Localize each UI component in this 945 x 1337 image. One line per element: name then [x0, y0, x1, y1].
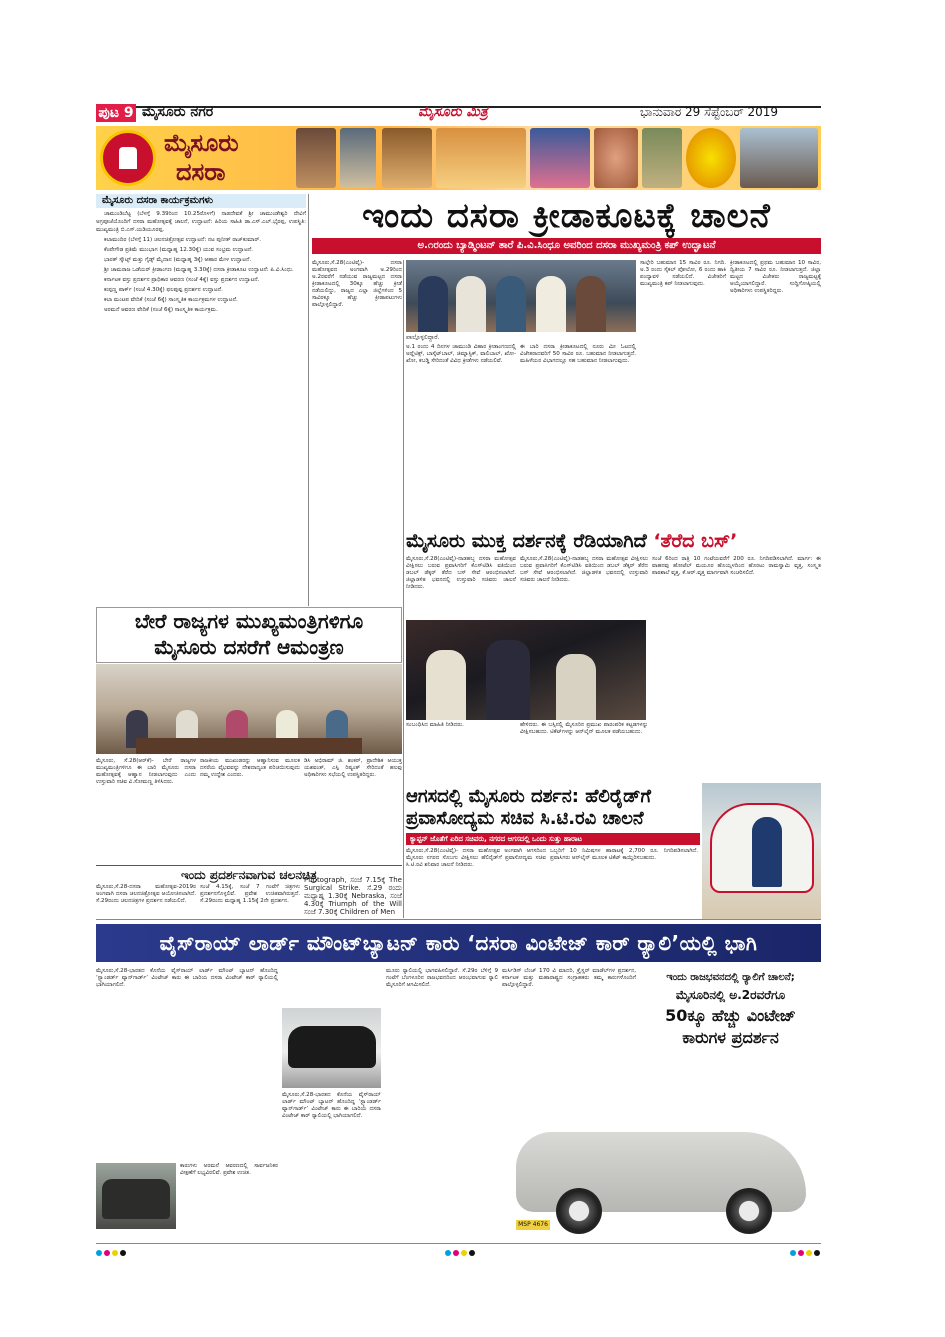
- story1-column: ಮೈಸೂರು,ಸೆ.28(ಎಂಟಿವೈ)- ದಸರಾ ಮಹೋತ್ಸವದ ಅಂಗವಾಗಿ ಅ.29ರಿಂದ ಅ.2ರವರೆಗೆ ನಡೆಯುವ ರಾಜ್ಯಮಟ್ಟದ ದಸರಾ ಕ್ರೀಡಾಕೂಟದಲ್ಲಿ 30ಕ್ಕೂ ಹೆಚ್ಚು ಕ್ರೀಡೆ ನಡೆಯಲಿದ್ದು, ರಾಜ್ಯದ ಎಲ್ಲಾ ಜಿಲ್ಲೆಗಳಿಂದ 5 ಸಾವಿರಕ್ಕೂ ಹೆಚ್ಚು ಕ್ರೀಡಾಪಟುಗಳು ಪಾಲ್ಗೊಳ್ಳಲಿದ್ದಾರೆ.: [312, 260, 402, 308]
- registration-mark: [461, 1250, 467, 1256]
- story4-column: ಮೈಸೂರು,ಸೆ.28-ದಸರಾ ಮಹೋತ್ಸವ-2019ರ ಅಂಗವಾಗಿ ದಸರಾ ಚಲನಚಿತ್ರೋತ್ಸವ ಆಯೋಜಿಸಲಾಗಿದೆ. ಸೆ.29ರಂದು ಚಲನಚಿತ್ರಗಳ ಪ್ರದರ್ಶನ ನಡೆಯಲಿದೆ.: [96, 884, 196, 904]
- meeting-photo: [96, 664, 402, 754]
- list-item: ಕೆಂಪೇಗೌಡ ಪ್ರತಿಮೆ ಮುಂಭಾಗ (ಮಧ್ಯಾಹ್ನ 12.30ಕ್ಕೆ) ಯುವ ಸಂಭ್ರಮ ಉದ್ಘಾಟನೆ.: [104, 247, 254, 253]
- meeting-table: [136, 738, 362, 754]
- palace-emblem-icon: [100, 130, 156, 186]
- story2-headline-text: ಮೈಸೂರು ಮುಕ್ತ ದರ್ಶನಕ್ಕೆ ರೆಡಿಯಾಗಿದೆ: [406, 530, 647, 552]
- jeep-photo: [96, 1163, 176, 1229]
- story3-column: ಡಿಸಿ ಅಭಿರಾಮ್ ಜಿ. ಶಂಕರ್, ಪ್ರಾದೇಶಿಕ ಆಯುಕ್ತ ಯಶವಂತ್, ಎಸ್ಪಿ ರಿಷ್ಯಂತ್ ಸೇರಿದಂತೆ ಹಲವು ಅಧಿಕಾರಿಗಳು ಸಭೆಯಲ್ಲಿ ಉಪಸ್ಥಿತರಿದ್ದರು.: [304, 758, 402, 778]
- story6-column: ಮೈಸೂರು,ಸೆ.28-ಭಾರತದ ಕೊನೆಯ ವೈಸ್‌ರಾಯ್ ಲಾರ್ಡ್ ಮೌಂಟ್ ಬ್ಯಾಟನ್ ಹೊಂದಿದ್ದ ‘ಸ್ಟ್ಯಾಂಡರ್ಡ್ ವ್ಯಾನ್‌ಗಾರ್ಡ್’ ವಿಂಟೇಜ್ ಕಾರು ಈ ಬಾರಿಯ ದಸರಾ ವಿಂಟೇಜ್ ಕಾರ್ ರ‍್ಯಾಲಿಯಲ್ಲಿ ಭಾಗಿಯಾಗಲಿದೆ.: [96, 968, 278, 988]
- story5-subhead: ಕ್ಯಾಪ್ಟನ್ ಜೊತೆಗೆ ಏರಿದ ಸಚಿವರು, ನಗರದ ಆಗಸದಲ್ಲಿ ಒಂದು ಸುತ್ತು ಹಾರಾಟ: [406, 833, 700, 845]
- person-figure: [418, 276, 448, 332]
- story2-caption: ಸಂಬಂಧಿಸಿದ ಮಾಹಿತಿ ನೀಡಿದರು.: [406, 722, 464, 728]
- helicopter-photo: [702, 783, 821, 919]
- registration-mark: [96, 1250, 102, 1256]
- registration-mark: [469, 1250, 475, 1256]
- banner-photo-dancers: [530, 128, 590, 188]
- story6-column: ಮೈಸೂರು,ಸೆ.28-ಭಾರತದ ಕೊನೆಯ ವೈಸ್‌ರಾಯ್ ಲಾರ್ಡ್ ಮೌಂಟ್ ಬ್ಯಾಟನ್ ಹೊಂದಿದ್ದ ‘ಸ್ಟ್ಯಾಂಡರ್ಡ್ ವ್ಯಾನ್‌ಗಾರ್ಡ್’ ವಿಂಟೇಜ್ ಕಾರು ಈ ಬಾರಿಯ ದಸರಾ ವಿಂಟೇಜ್ ಕಾರ್ ರ‍್ಯಾಲಿಯಲ್ಲಿ ಭಾಗಿಯಾಗಲಿದೆ.: [282, 1092, 381, 1119]
- banner-title-line2: ದಸರಾ: [176, 158, 226, 186]
- person-figure: [576, 276, 606, 332]
- banner-photo-chamundi: [296, 128, 336, 188]
- story1-photo: [406, 260, 636, 332]
- list-item: ಕಲಾಮಂದಿರ (ಬೆಳಗ್ಗೆ 11) ಚಲನಚಿತ್ರೋತ್ಸವ ಉದ್ಘಾಟನೆ: ನಟ ಪುನೀತ್ ರಾಜ್‌ಕುಮಾರ್.: [104, 237, 262, 243]
- person-figure: [496, 276, 526, 332]
- banner-photo-elephant: [740, 128, 818, 188]
- car-wheel: [556, 1188, 602, 1234]
- registration-mark: [453, 1250, 459, 1256]
- story2-headline-highlight: ‘ತೆರೆದ ಬಸ್’: [653, 530, 738, 552]
- list-item: ಕಲಾ ಮಂಟಪ ವೇದಿಕೆ (ಸಂಜೆ 6ಕ್ಕೆ) ಸಾಂಸ್ಕೃತಿಕ ಕಾರ್ಯಕ್ರಮಗಳ ಉದ್ಘಾಟನೆ.: [104, 297, 238, 303]
- story6-column: ಕಾರುಗಳು ಅರಮನೆ ಆವರಣದಲ್ಲಿ ಸಾರ್ವಜನಿಕರ ವೀಕ್ಷಣೆಗೆ ಲಭ್ಯವಿರಲಿವೆ. ಪ್ರವೇಶ ಉಚಿತ.: [180, 1163, 278, 1176]
- registration-mark: [814, 1250, 820, 1256]
- story4-headline: ಇಂದು ಪ್ರದರ್ಶನವಾಗುವ ಚಲನಚಿತ್ರ: [180, 868, 317, 882]
- person-figure: [556, 654, 596, 720]
- story6-headline: ವೈಸ್‌ರಾಯ್ ಲಾರ್ಡ್ ಮೌಂಟ್‌ಬ್ಯಾಟನ್ ಕಾರು ‘ದಸರಾ ವಿಂಟೇಜ್ ಕಾರ್ ರ‍್ಯಾಲಿ’ಯಲ್ಲಿ ಭಾಗಿ: [159, 931, 758, 955]
- story3-headline-line2: ಮೈಸೂರು ದಸರೆಗೆ ಆಮಂತ್ರಣ: [154, 635, 344, 659]
- registration-mark: [445, 1250, 451, 1256]
- footer-rule: [96, 1243, 821, 1244]
- banner-title-line1: ಮೈಸೂರು: [164, 129, 239, 157]
- registration-mark: [790, 1250, 796, 1256]
- banner-photo-culture: [642, 128, 682, 188]
- story6-column: ಮರ್ಸಿಡಿಸ್ ಬೆಂಜ್ 170 ವಿ ಮಾದರಿ, ಕ್ರೈಸ್ಲರ್ ಮಾಡೆಲ್‌ಗಳ ಪ್ರದರ್ಶನ, ಕರ್ನಾಟಕ ಮತ್ತು ಮಹಾರಾಷ್ಟ್ರದ ಸಂಗ್ರಾಹಕರು ತಮ್ಮ ಕಾರುಗಳೊಂದಿಗೆ ಪಾಲ್ಗೊಳ್ಳಲಿದ್ದಾರೆ.: [502, 968, 636, 988]
- list-item: ಅರಮನೆ ಆವರಣ ವೇದಿಕೆ (ಸಂಜೆ 6ಕ್ಕೆ) ಸಾಂಸ್ಕೃತಿಕ ಕಾರ್ಯಕ್ರಮ.: [104, 307, 218, 313]
- column-divider: [308, 194, 309, 606]
- registration-mark: [112, 1250, 118, 1256]
- story5-column: ಒಬ್ಬರಿಗೆ 10 ನಿಮಿಷಗಳ ಹಾರಾಟಕ್ಕೆ 2,700 ರೂ. ನಿಗದಿಪಡಿಸಲಾಗಿದೆ. ಪ್ರವಾಸಿಗರು ಆನ್‌ಲೈನ್ ಮೂಲಕ ಟಿಕೆಟ್ ಕಾಯ್ದಿರಿಸಬಹುದು.: [550, 848, 698, 861]
- section-name: ಮೈಸೂರು ನಗರ: [142, 104, 214, 120]
- issue-date: ಭಾನುವಾರ 29 ಸೆಪ್ಟೆಂಬರ್ 2019: [640, 105, 779, 119]
- banner-photo-palace: [436, 128, 526, 188]
- vintage-car: [288, 1026, 376, 1068]
- programmes-heading: ಮೈಸೂರು ದಸರಾ ಕಾರ್ಯಕ್ರಮಗಳು: [96, 194, 306, 208]
- story5-headline-line2: ಪ್ರವಾಸೋದ್ಯಮ ಸಚಿವ ಸಿ.ಟಿ.ರವಿ ಚಾಲನೆ: [406, 808, 644, 829]
- banner-photo-goddess: [686, 128, 736, 188]
- section-divider: [96, 919, 821, 920]
- vintage-jeep: [102, 1179, 170, 1219]
- dasara-banner: [96, 126, 821, 190]
- person-figure: [456, 276, 486, 332]
- banner-photo-temple: [340, 128, 376, 188]
- page-number-badge: ಪುಟ 9: [96, 104, 136, 122]
- list-item: ಕರ್ನಾಟಕ ವಸ್ತು ಪ್ರದರ್ಶನ ಪ್ರಾಧಿಕಾರ ಆವರಣ (ಸಂಜೆ 4ಕ್ಕೆ) ವಸ್ತು ಪ್ರದರ್ಶನ ಉದ್ಘಾಟನೆ.: [104, 277, 260, 283]
- programmes-list: [96, 210, 306, 608]
- story1-column: ಈ ಬಾರಿ ದಸರಾ ಕ್ರೀಡಾಕೂಟದಲ್ಲಿ ನೂರು ಮೀ ಓಟದಲ್ಲಿ ವಿಜೇತರಾದವರಿಗೆ 50 ಸಾವಿರ ರೂ. ಬಹುಮಾನ ನೀಡಲಾಗುತ್ತದೆ. ಮಹಿಳೆಯರ ವಿಭಾಗದಲ್ಲೂ ಸಹ ಬಹುಮಾನ ನೀಡಲಾಗುವುದು.: [520, 344, 636, 364]
- story1-column: ಅ.1 ರಂದು 4 ದಿನಗಳ ಚಾಮುಂಡಿ ವಿಹಾರ ಕ್ರೀಡಾಂಗಣದಲ್ಲಿ ಅಥ್ಲೆಟಿಕ್ಸ್, ಬಾಸ್ಕೆಟ್‌ಬಾಲ್, ಜಿಮ್ನಾಸ್ಟಿಕ್, ವಾಲಿಬಾಲ್, ಖೋ-ಖೋ, ಕಬಡ್ಡಿ ಸೇರಿದಂತೆ ವಿವಿಧ ಕ್ರೀಡೆಗಳು ನಡೆಯಲಿವೆ.: [406, 344, 516, 364]
- registration-mark: [798, 1250, 804, 1256]
- story6-subhead-3: 50ಕ್ಕೂ ಹೆಚ್ಚು ವಿಂಟೇಜ್: [665, 1006, 796, 1025]
- registration-mark: [104, 1250, 110, 1256]
- story3-column: ಮೈಸೂರು, ಸೆ.28(ಆರ್‌ಕೆ)- ಬೇರೆ ರಾಜ್ಯಗಳ ಮುಖ್ಯಮಂತ್ರಿಗಳಿಗೂ ಈ ಬಾರಿ ಮೈಸೂರು ದಸರಾ ಮಹೋತ್ಸವಕ್ಕೆ ಆಹ್ವಾನ ನೀಡಲಾಗುವುದು ಎಂದು ಉಸ್ತುವಾರಿ ಸಚಿವ ವಿ.ಸೋಮಣ್ಣ ತಿಳಿಸಿದರು.: [96, 758, 196, 785]
- list-item: ಕುಪ್ಪಣ್ಣ ಪಾರ್ಕ್ (ಸಂಜೆ 4.30ಕ್ಕೆ) ಫಲಪುಷ್ಪ ಪ್ರದರ್ಶನ ಉದ್ಘಾಟನೆ.: [104, 287, 223, 293]
- open-bus-photo: [406, 620, 646, 720]
- story2-column: ಹೇಳಿದರು. ಈ ಬಸ್ಸಿನಲ್ಲಿ ಮೈಸೂರಿನ ಪ್ರಮುಖ ಪಾರಂಪರಿಕ ಕಟ್ಟಡಗಳನ್ನು ವೀಕ್ಷಿಸಬಹುದು. ಟಿಕೆಟ್‌ಗಳನ್ನು ಆನ್‌ಲೈನ್ ಮೂಲಕ ಪಡೆಯಬಹುದು.: [520, 722, 648, 735]
- list-item: ಚಾಮುಂಡಿಬೆಟ್ಟ (ಬೆಳಗ್ಗೆ 9.39ರಿಂದ 10.25ರೊಳಗೆ) ನಾಡದೇವತೆ ಶ್ರೀ ಚಾಮುಂಡೇಶ್ವರಿ ದೇವಿಗೆ ಅಗ್ರಪೂಜೆಯೊಂದಿಗೆ ದಸರಾ ಮಹೋತ್ಸವಕ್ಕೆ ಚಾಲನೆ, ಉದ್ಘಾಟನೆ: ಹಿರಿಯ ಸಾಹಿತಿ ಡಾ.ಎಸ್.ಎಲ್.ಭೈರಪ್ಪ, ಉಪಸ್ಥಿತಿ: ಮುಖ್ಯಮಂತ್ರಿ ಬಿ.ಎಸ್.ಯಡಿಯೂರಪ್ಪ.: [96, 211, 306, 233]
- story1-subhead: ಅ.೧ರಂದು ಬ್ಯಾಡ್ಮಿಂಟನ್ ತಾರೆ ಪಿ.ವಿ.ಸಿಂಧೂ ಅವರಿಂದ ದಸರಾ ಮುಖ್ಯಮಂತ್ರಿ ಕಪ್ ಉದ್ಘಾಟನೆ: [312, 238, 821, 254]
- story2-column: ಸಂಜೆ 6ರಿಂದ ರಾತ್ರಿ 10 ಗಂಟೆಯವರೆಗೆ 200 ರೂ. ನಿಗದಿಪಡಿಸಲಾಗಿದೆ. ಮಾರ್ಗ: ಈ ವಾಹನವು ಹೋಟೆಲ್ ಮಯೂರ ಹೊಯ್ಸಳದಿಂದ ಹೊರಟು ರಾಮಸ್ವಾಮಿ ವೃತ್ತ, ಸಂಸ್ಕೃತ ಪಾಠಶಾಲೆ ವೃತ್ತ, ಕೆ.ಆರ್.ವೃತ್ತ ಮಾರ್ಗವಾಗಿ ಸಂಚರಿಸಲಿದೆ.: [652, 556, 821, 576]
- person-figure: [426, 650, 466, 720]
- story6-subhead-4: ಕಾರುಗಳ ಪ್ರದರ್ಶನ: [682, 1028, 779, 1047]
- number-plate: MSP 4676: [516, 1220, 550, 1230]
- list-item: ಶ್ರೀ ಚಾಮರಾಜ ಒಡೆಯರ್ ಕ್ರೀಡಾಂಗಣ (ಮಧ್ಯಾಹ್ನ 3.30ಕ್ಕೆ) ದಸರಾ ಕ್ರೀಡಾಕೂಟ ಉದ್ಘಾಟನೆ: ಪಿ.ವಿ.ಸಿಂಧು.: [104, 267, 294, 273]
- story3-headline-line1: ಬೇರೆ ರಾಜ್ಯಗಳ ಮುಖ್ಯಮಂತ್ರಿಗಳಿಗೂ: [134, 609, 364, 633]
- story4-rule: [96, 865, 402, 866]
- story4-film-list: Photograph, ಸಂಜೆ 7.15ಕ್ಕೆ The Surgical Strike. ಸೆ.29 ರಂದು ಮಧ್ಯಾಹ್ನ 1.30ಕ್ಕೆ Nebraska, ಸಂಜೆ 4.30ಕ್ಕೆ Triumph of the Will ಸಂಜೆ 7.30ಕ್ಕೆ Children of Men: [304, 876, 402, 916]
- list-item: ಭಾರತ್ ಸ್ಕೌಟ್ಸ್ ಮತ್ತು ಗೈಡ್ಸ್ ಮೈದಾನ (ಮಧ್ಯಾಹ್ನ 3ಕ್ಕೆ) ಆಹಾರ ಮೇಳ ಉದ್ಘಾಟನೆ.: [104, 257, 252, 263]
- masthead-logo: ಮೈಸೂರು ಮಿತ್ರ: [418, 104, 488, 120]
- story5-headline-line1: ಆಗಸದಲ್ಲಿ ಮೈಸೂರು ದರ್ಶನ: ಹೆಲಿರೈಡ್‌ಗೆ: [406, 786, 651, 807]
- story2-column: ಮೈಸೂರು,ಸೆ.28(ಎಂಟಿವೈ)-ನಾಡಹಬ್ಬ ದಸರಾ ಮಹೋತ್ಸವ ವೀಕ್ಷಿಸಲು ಬರುವ ಪ್ರವಾಸಿಗರಿಗೆ ಕೆಎಸ್‌ಟಿಡಿಸಿ ವತಿಯಿಂದ ಡಬಲ್ ಡೆಕ್ಕರ್ ತೆರೆದ ಬಸ್ ಸೇವೆ ಆರಂಭಿಸಲಾಗಿದೆ. ಜಿಲ್ಲಾಡಳಿತ ಭವನದಲ್ಲಿ ಉಸ್ತುವಾರಿ ಸಚಿವರು ಚಾಲನೆ ನೀಡಿದರು.: [520, 556, 648, 583]
- story6-subhead-2: ಮೈಸೂರಿನಲ್ಲಿ ಅ.2ರವರೆಗೂ: [675, 988, 786, 1002]
- story2-headline: [406, 530, 821, 552]
- story1-headline: ಇಂದು ದಸರಾ ಕ್ರೀಡಾಕೂಟಕ್ಕೆ ಚಾಲನೆ: [362, 196, 771, 236]
- story6-column: ಮೂರು ರ‍್ಯಾಲಿಯಲ್ಲಿ ಭಾಗವಹಿಸಲಿದ್ದಾರೆ. ಸೆ.29ರ ಬೆಳಿಗ್ಗೆ 9 ಗಂಟೆಗೆ ಬೆಂಗಳೂರಿನ ರಾಜಭವನದಿಂದ ಆರಂಭವಾಗುವ ರ‍್ಯಾಲಿ ಮೈಸೂರಿಗೆ ಆಗಮಿಸಲಿದೆ.: [386, 968, 498, 988]
- story4-column: ಸಂಜೆ 4.15ಕ್ಕೆ, ಸಂಜೆ 7 ಗಂಟೆಗೆ ಚಿತ್ರಗಳು ಪ್ರದರ್ಶನಗೊಳ್ಳಲಿವೆ. ಪ್ರವೇಶ ಉಚಿತವಾಗಿರುತ್ತದೆ. ಸೆ.29ರಂದು ಮಧ್ಯಾಹ್ನ 1.15ಕ್ಕೆ 2ನೇ ಪ್ರದರ್ಶನ.: [200, 884, 300, 904]
- registration-mark: [120, 1250, 126, 1256]
- vintage-convertible-photo: [496, 1092, 821, 1242]
- person-figure: [536, 276, 566, 332]
- person-figure: [752, 817, 782, 887]
- story1-photo-caption: ಪಾಲ್ಗೊಳ್ಳಲಿದ್ದಾರೆ.: [406, 334, 440, 341]
- story2-column: ಮೈಸೂರು,ಸೆ.28(ಎಂಟಿವೈ)-ನಾಡಹಬ್ಬ ದಸರಾ ಮಹೋತ್ಸವ ವೀಕ್ಷಿಸಲು ಬರುವ ಪ್ರವಾಸಿಗರಿಗೆ ಕೆಎಸ್‌ಟಿಡಿಸಿ ವತಿಯಿಂದ ಡಬಲ್ ಡೆಕ್ಕರ್ ತೆರೆದ ಬಸ್ ಸೇವೆ ಆರಂಭಿಸಲಾಗಿದೆ. ಜಿಲ್ಲಾಡಳಿತ ಭವನದಲ್ಲಿ ಉಸ್ತುವಾರಿ ಸಚಿವರು ಚಾಲನೆ ನೀಡಿದರು.: [406, 556, 516, 590]
- story1-column: ಕ್ರೀಡಾಕೂಟದಲ್ಲಿ ಪ್ರಥಮ ಬಹುಮಾನ 10 ಸಾವಿರ, ದ್ವಿತೀಯ 7 ಸಾವಿರ ರೂ. ನೀಡಲಾಗುತ್ತದೆ. ಜಿಲ್ಲಾ ಮಟ್ಟದ ವಿಜೇತರು ರಾಜ್ಯಮಟ್ಟಕ್ಕೆ ಆಯ್ಕೆಯಾಗಲಿದ್ದಾರೆ. ಸುದ್ದಿಗೋಷ್ಠಿಯಲ್ಲಿ ಅಧಿಕಾರಿಗಳು ಉಪಸ್ಥಿತರಿದ್ದರು.: [730, 260, 821, 294]
- story3-column: ರಾಜಕೀಯ ಮುಖಂಡರನ್ನು ಆಹ್ವಾನಿಸುವ ಮೂಲಕ ದಸರೆಯ ವೈಭವವನ್ನು ದೇಶದಾದ್ಯಂತ ಪರಿಚಯಿಸುವುದು ನಮ್ಮ ಉದ್ದೇಶ ಎಂದರು.: [200, 758, 300, 778]
- story1-column: ಸಾಲ್ಗೇರಿ ಬಹುಮಾನ 15 ಸಾವಿರ ರೂ. ನಿಗದಿ. ಅ.3 ರಂದು ಸೈಕಲ್ ಪೋಲೋ, 6 ರಂದು ಹಾಕಿ ಪಂದ್ಯಾವಳಿ ನಡೆಯಲಿದೆ. ವಿಜೇತರಿಗೆ ಮುಖ್ಯಮಂತ್ರಿ ಕಪ್ ನೀಡಲಾಗುವುದು.: [640, 260, 726, 287]
- banner-photo-gopura: [382, 128, 432, 188]
- column-divider: [403, 260, 404, 918]
- registration-mark: [806, 1250, 812, 1256]
- person-figure: [486, 640, 530, 720]
- story5-column: ಮೈಸೂರು,ಸೆ.28(ಎಂಟಿವೈ)- ದಸರಾ ಮಹೋತ್ಸವ ಅಂಗವಾಗಿ ಆಗಸದಿಂದ ಮೈಸೂರು ನಗರದ ಸೊಬಗು ವೀಕ್ಷಿಸಲು ಹೆಲಿರೈಡ್‌ಗೆ ಪ್ರವಾಸೋದ್ಯಮ ಸಚಿವ ಸಿ.ಟಿ.ರವಿ ಶನಿವಾರ ಚಾಲನೆ ನೀಡಿದರು.: [406, 848, 546, 868]
- mountbatten-car-photo: [282, 1008, 381, 1088]
- story6-subhead-1: ಇಂದು ರಾಜಭವನದಲ್ಲಿ ರ‍್ಯಾಲಿಗೆ ಚಾಲನೆ;: [666, 972, 795, 983]
- banner-photo-wrestlers: [594, 128, 638, 188]
- car-wheel: [726, 1188, 772, 1234]
